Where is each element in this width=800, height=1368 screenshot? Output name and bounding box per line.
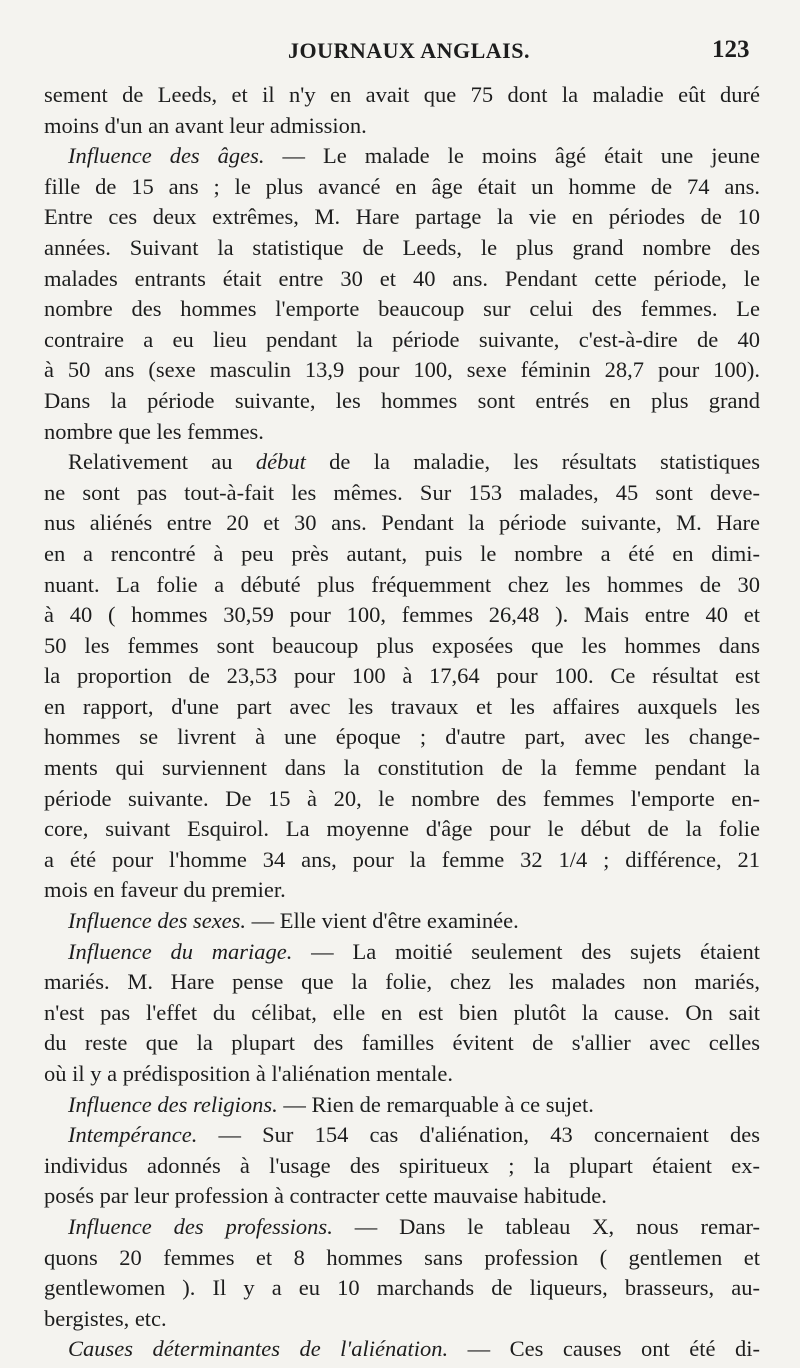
text-line [44, 233, 760, 264]
text-line [44, 80, 760, 111]
text-line [44, 814, 760, 845]
line-text: hommes se livrent à une époque ; d'autre part, avec les change- [44, 724, 760, 750]
line-text: à 40 ( hommes 30,59 pour 100, femmes 26,48 ). Mais entre 40 et [44, 602, 760, 628]
section-heading: Intempérance. [68, 1122, 198, 1148]
line-text: moins d'un an avant leur admission. [44, 112, 367, 138]
text-line [44, 1028, 760, 1059]
page-number: 123 [712, 36, 750, 63]
line-text: la proportion de 23,53 pour 100 à 17,64 pour 100. Ce résultat est [44, 663, 760, 689]
line-text: mois en faveur du premier. [44, 877, 286, 903]
text-line [44, 845, 760, 876]
text-line [44, 141, 760, 172]
line-text: contraire a eu lieu pendant la période suivante, c'est-à-dire de 40 [44, 326, 760, 352]
line-text: période suivante. De 15 à 20, le nombre des femmes l'emporte en- [44, 785, 760, 811]
text-line [44, 692, 760, 723]
text-line [44, 1304, 760, 1335]
page-header [0, 38, 800, 70]
text-line [44, 784, 760, 815]
line-text: posés par leur profession à contracter cette mauvaise habitude. [44, 1183, 607, 1209]
line-text: — Elle vient d'être examinée. [246, 908, 519, 934]
text-line [44, 1243, 760, 1274]
section-heading: Causes déterminantes de l'aliénation. [68, 1336, 449, 1362]
text-line [44, 508, 760, 539]
text-line [44, 417, 760, 448]
line-text: de la maladie, les résultats statistiques [305, 449, 760, 475]
text-line [44, 906, 760, 937]
text-line [44, 722, 760, 753]
line-text: — Rien de remarquable à ce sujet. [277, 1091, 594, 1117]
line-text: Entre ces deux extrêmes, M. Hare partage la vie en périodes de 10 [44, 204, 760, 230]
line-text: en a rencontré à peu près autant, puis le nombre a été en dimi- [44, 540, 760, 566]
line-text: gentlewomen ). Il y a eu 10 marchands de liqueurs, brasseurs, au- [44, 1275, 760, 1301]
line-text: années. Suivant la statistique de Leeds, le plus grand nombre des [44, 234, 760, 260]
line-text: fille de 15 ans ; le plus avancé en âge était un homme de 74 ans. [44, 173, 760, 199]
text-line [44, 875, 760, 906]
text-line [44, 753, 760, 784]
section-heading: Influence des âges. [68, 143, 265, 169]
text-line [44, 294, 760, 325]
line-text: où il y a prédisposition à l'aliénation mentale. [44, 1061, 453, 1086]
line-text: mariés. M. Hare pense que la folie, chez les malades non mariés, [44, 969, 760, 995]
line-text: 50 les femmes sont beaucoup plus exposées que les hommes dans [44, 632, 760, 658]
line-text: Dans la période suivante, les hommes sont entrés en plus grand [44, 387, 760, 413]
text-line [44, 1334, 760, 1365]
section-heading: Influence des sexes. [68, 908, 247, 934]
text-line [44, 967, 760, 998]
text-line [44, 998, 760, 1029]
line-text: bergistes, etc. [44, 1305, 167, 1331]
line-text: — Sur 154 cas d'aliénation, 43 concernaient des [197, 1122, 760, 1148]
body-text [44, 80, 760, 1365]
line-text: nombre que les femmes. [44, 418, 264, 444]
text-line [44, 539, 760, 570]
line-text: core, suivant Esquirol. La moyenne d'âge pour le début de la folie [44, 816, 760, 842]
line-text: individus adonnés à l'usage des spiritueux ; la plupart étaient ex- [44, 1152, 760, 1178]
text-line [44, 1212, 760, 1243]
running-title: JOURNAUX ANGLAIS. [288, 38, 530, 63]
line-text: du reste que la plupart des familles évitent de s'allier avec celles [44, 1030, 760, 1056]
text-line [44, 937, 760, 968]
line-text: Relativement au [68, 449, 256, 475]
line-text: sement de Leeds, et il n'y en avait que 75 dont la maladie eût duré [44, 82, 760, 107]
text-line [44, 386, 760, 417]
line-text: nus aliénés entre 20 et 30 ans. Pendant la période suivante, M. Hare [44, 510, 760, 536]
text-line [44, 1090, 760, 1121]
text-line [44, 570, 760, 601]
text-line [44, 661, 760, 692]
line-text: — Dans le tableau X, nous remar- [332, 1213, 760, 1239]
line-text: — Ces causes ont été di- [448, 1336, 760, 1362]
line-text: ne sont pas tout-à-fait les mêmes. Sur 153 malades, 45 sont deve- [44, 479, 760, 505]
line-text: nombre des hommes l'emporte beaucoup sur celui des femmes. Le [44, 296, 760, 322]
text-line [44, 264, 760, 295]
section-heading: Influence des religions. [68, 1091, 278, 1117]
line-text: n'est pas l'effet du célibat, elle en est bien plutôt la cause. On sait [44, 999, 760, 1025]
text-line [44, 172, 760, 203]
text-line [44, 631, 760, 662]
text-line [44, 325, 760, 356]
line-text: à 50 ans (sexe masculin 13,9 pour 100, sexe féminin 28,7 pour 100). [44, 357, 760, 383]
text-line [44, 1120, 760, 1151]
line-text: en rapport, d'une part avec les travaux et les affaires auxquels les [44, 693, 760, 719]
text-line [44, 1059, 760, 1090]
text-line [44, 447, 760, 478]
text-line [44, 600, 760, 631]
line-text: — Le malade le moins âgé était une jeune [264, 143, 760, 169]
line-text: quons 20 femmes et 8 hommes sans profession ( gentlemen et [44, 1244, 760, 1270]
text-line [44, 355, 760, 386]
line-text: ments qui surviennent dans la constitution de la femme pendant la [44, 755, 760, 781]
text-line [44, 478, 760, 509]
text-line [44, 202, 760, 233]
line-text: nuant. La folie a débuté plus fréquemment chez les hommes de 30 [44, 571, 760, 597]
line-text: a été pour l'homme 34 ans, pour la femme 32 1/4 ; différence, 21 [44, 846, 760, 872]
text-line [44, 1273, 760, 1304]
text-line [44, 1181, 760, 1212]
line-text: malades entrants était entre 30 et 40 ans. Pendant cette période, le [44, 265, 760, 291]
emphasis-word: début [255, 449, 306, 475]
section-heading: Influence du mariage. [68, 938, 293, 964]
text-line [44, 111, 760, 142]
line-text: — La moitié seulement des sujets étaient [292, 938, 760, 964]
section-heading: Influence des professions. [68, 1213, 333, 1239]
text-line [44, 1151, 760, 1182]
